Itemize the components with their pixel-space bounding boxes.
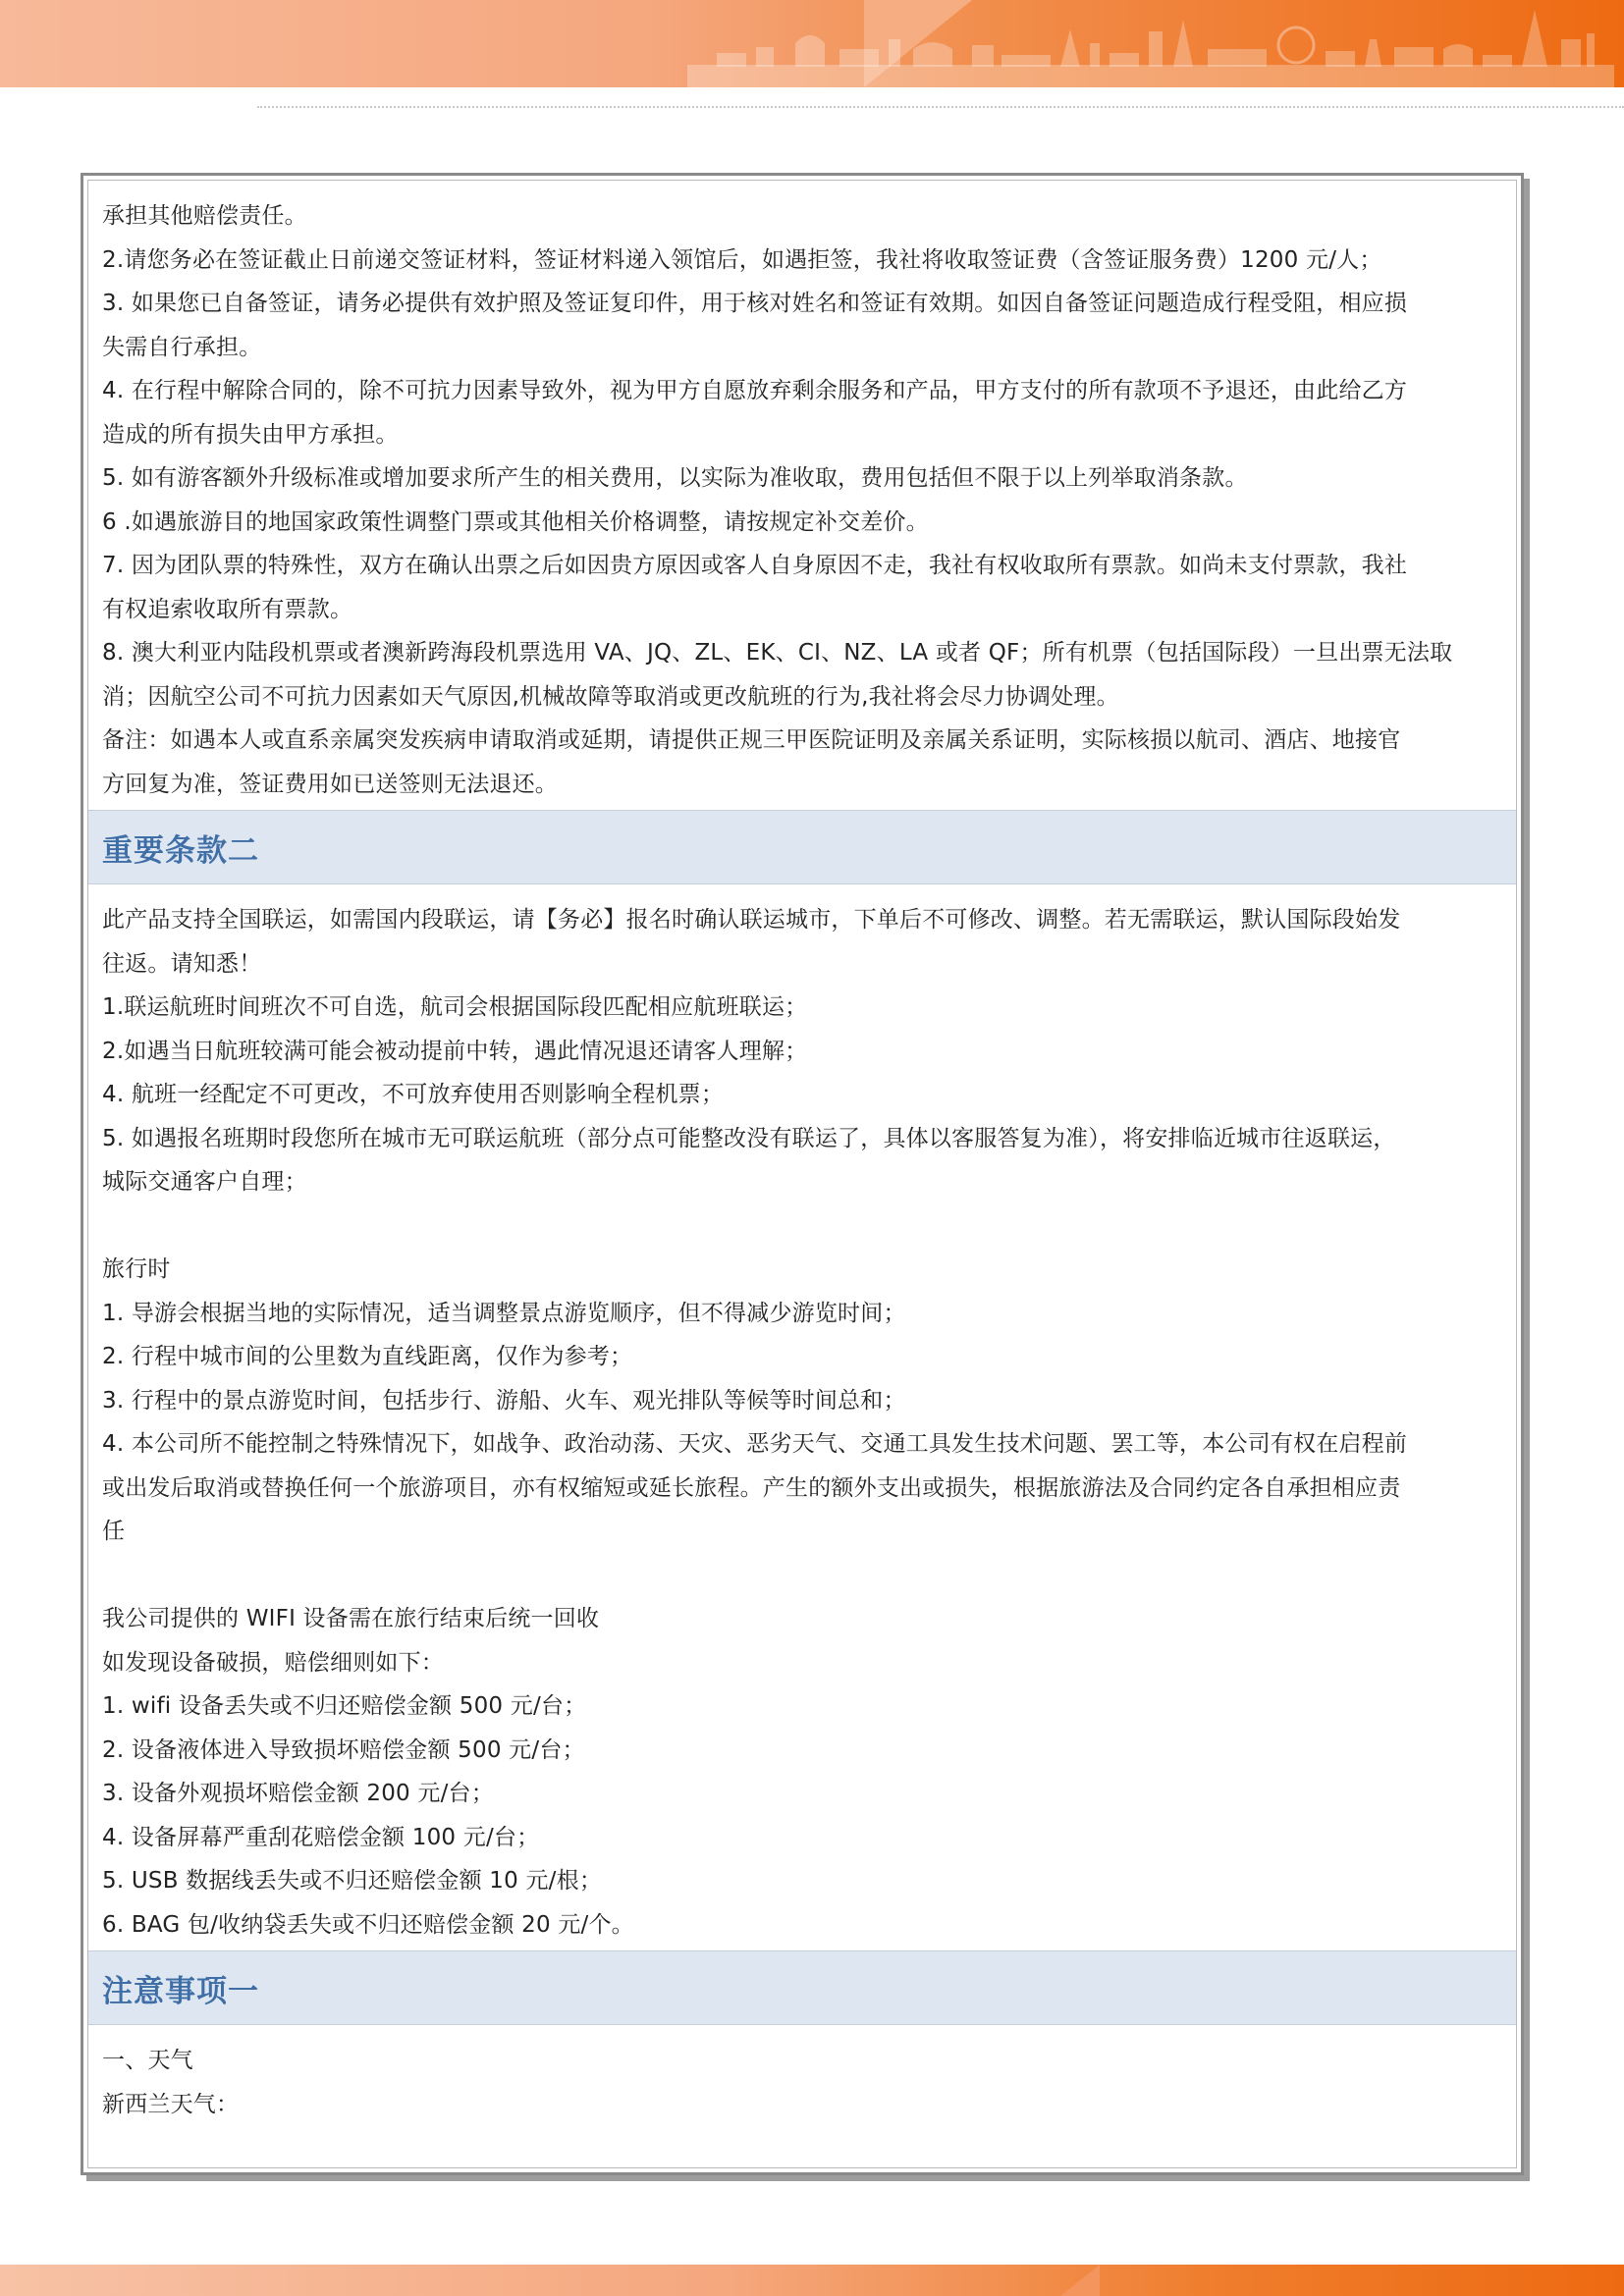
text-line: 往返。请知悉！ — [102, 950, 262, 977]
section-header-notes-1 — [88, 1950, 1516, 2025]
text-line: 2.如遇当日航班较满可能会被动提前中转，遇此情况退还请客人理解； — [102, 1038, 808, 1064]
text-line: 1. wifi 设备丢失或不归还赔偿金额 500 元/台； — [102, 1693, 587, 1719]
text-line: 任 — [102, 1519, 126, 1544]
text-line: 我公司提供的 WIFI 设备需在旅行结束后统一回收 — [102, 1606, 600, 1631]
text-line: 如发现设备破损，赔偿细则如下： — [102, 1649, 444, 1676]
content-frame-inner — [87, 180, 1517, 2168]
footer-wedge — [1060, 2265, 1100, 2296]
text-line: 3. 设备外观损坏赔偿金额 200 元/台； — [102, 1781, 494, 1806]
text-line: 旅行时 — [102, 1256, 171, 1282]
text-line: 1. 导游会根据当地的实际情况，适当调整景点游览顺序，但不得减少游览时间； — [102, 1300, 906, 1326]
section-title: 注意事项一 — [102, 1973, 259, 2009]
city-skyline-graphic — [677, 0, 1624, 87]
notes-1-block — [88, 2025, 1516, 2126]
blank-line — [102, 1554, 1502, 1598]
text-line: 4. 航班一经配定不可更改，不可放弃使用否则影响全程机票； — [102, 1082, 725, 1107]
text-line: 3. 如果您已自备签证，请务必提供有效护照及签证复印件，用于核对姓名和签证有效期。如因自备签证问题造成行程受阻，相应损 — [102, 291, 1408, 316]
text-line: 6. BAG 包/收纳袋丢失或不归还赔偿金额 20 元/个。 — [102, 1911, 634, 1938]
blank-line — [102, 1204, 1502, 1249]
text-line: 造成的所有损失由甲方承担。 — [102, 421, 399, 448]
text-line: 此产品支持全国联运，如需国内段联运，请【务必】报名时确认联运城市，下单后不可修改、调整。若无需联运，默认国际段始发 — [102, 907, 1401, 933]
text-line: 新西兰天气： — [102, 2091, 240, 2117]
text-line: 消；因航空公司不可抗力因素如天气原因,机械故障等取消或更改航班的行为,我社将会尽力协调处理。 — [102, 683, 1119, 710]
intro-block — [88, 181, 1516, 806]
text-line: 2. 设备液体进入导致损坏赔偿金额 500 元/台； — [102, 1736, 585, 1763]
text-line: 5. USB 数据线丢失或不归还赔偿金额 10 元/根； — [102, 1868, 603, 1894]
text-line: 4. 设备屏幕严重刮花赔偿金额 100 元/台； — [102, 1824, 540, 1850]
text-line: 5. 如遇报名班期时段您所在城市无可联运航班（部分点可能整改没有联运了，具体以客服答复为准），将安排临近城市往返联运， — [102, 1125, 1396, 1151]
text-line: 8. 澳大利亚内陆段机票或者澳新跨海段机票选用 VA、JQ、ZL、EK、CI、NZ、LA 或者 QF；所有机票（包括国际段）一旦出票无法取 — [102, 640, 1453, 666]
text-line: 备注：如遇本人或直系亲属突发疾病申请取消或延期，请提供正规三甲医院证明及亲属关系证明，实际核损以航司、酒店、地接官 — [102, 727, 1401, 753]
text-line: 方回复为准，签证费用如已送签则无法退还。 — [102, 771, 558, 797]
text-line: 5. 如有游客额外升级标准或增加要求所产生的相关费用，以实际为准收取，费用包括但不限于以上列举取消条款。 — [102, 465, 1248, 491]
text-line: 城际交通客户自理； — [102, 1169, 307, 1195]
text-line: 7. 因为团队票的特殊性，双方在确认出票之后如因贵方原因或客人自身原因不走，我社有权收取所有票款。如尚未支付票款，我社 — [102, 553, 1408, 578]
section-title: 重要条款二 — [102, 832, 259, 869]
header-banner — [0, 0, 1624, 87]
header-divider — [257, 106, 1624, 108]
text-line: 6 .如遇旅游目的地国家政策性调整门票或其他相关价格调整，请按规定补交差价。 — [102, 508, 929, 535]
text-line: 或出发后取消或替换任何一个旅游项目，亦有权缩短或延长旅程。产生的额外支出或损失，根据旅游法及合同约定各自承担相应责 — [102, 1474, 1401, 1501]
text-line: 4. 本公司所不能控制之特殊情况下，如战争、政治动荡、天灾、恶劣天气、交通工具发生技术问题、罢工等，本公司有权在启程前 — [102, 1431, 1408, 1457]
text-line: 一、天气 — [102, 2048, 193, 2073]
important-terms-2-block — [88, 884, 1516, 1947]
text-line: 3. 行程中的景点游览时间，包括步行、游船、火车、观光排队等候等时间总和； — [102, 1387, 906, 1414]
content-frame — [81, 173, 1524, 2175]
text-line: 1.联运航班时间班次不可自选，航司会根据国际段匹配相应航班联运； — [102, 994, 808, 1020]
text-line: 2. 行程中城市间的公里数为直线距离，仅作为参考； — [102, 1344, 633, 1369]
text-line: 4. 在行程中解除合同的，除不可抗力因素导致外，视为甲方自愿放弃剩余服务和产品，甲方支付的所有款项不予退还，由此给乙方 — [102, 378, 1408, 403]
text-line: 承担其他赔偿责任。 — [102, 203, 307, 229]
text-line: 失需自行承担。 — [102, 334, 262, 360]
section-header-important-terms-2 — [88, 810, 1516, 884]
text-line: 2.请您务必在签证截止日前递交签证材料，签证材料递入领馆后，如遇拒签，我社将收取签证费（含签证服务费）1200 元/人； — [102, 246, 1382, 273]
text-line: 有权追索收取所有票款。 — [102, 596, 353, 622]
footer-banner — [0, 2265, 1624, 2296]
